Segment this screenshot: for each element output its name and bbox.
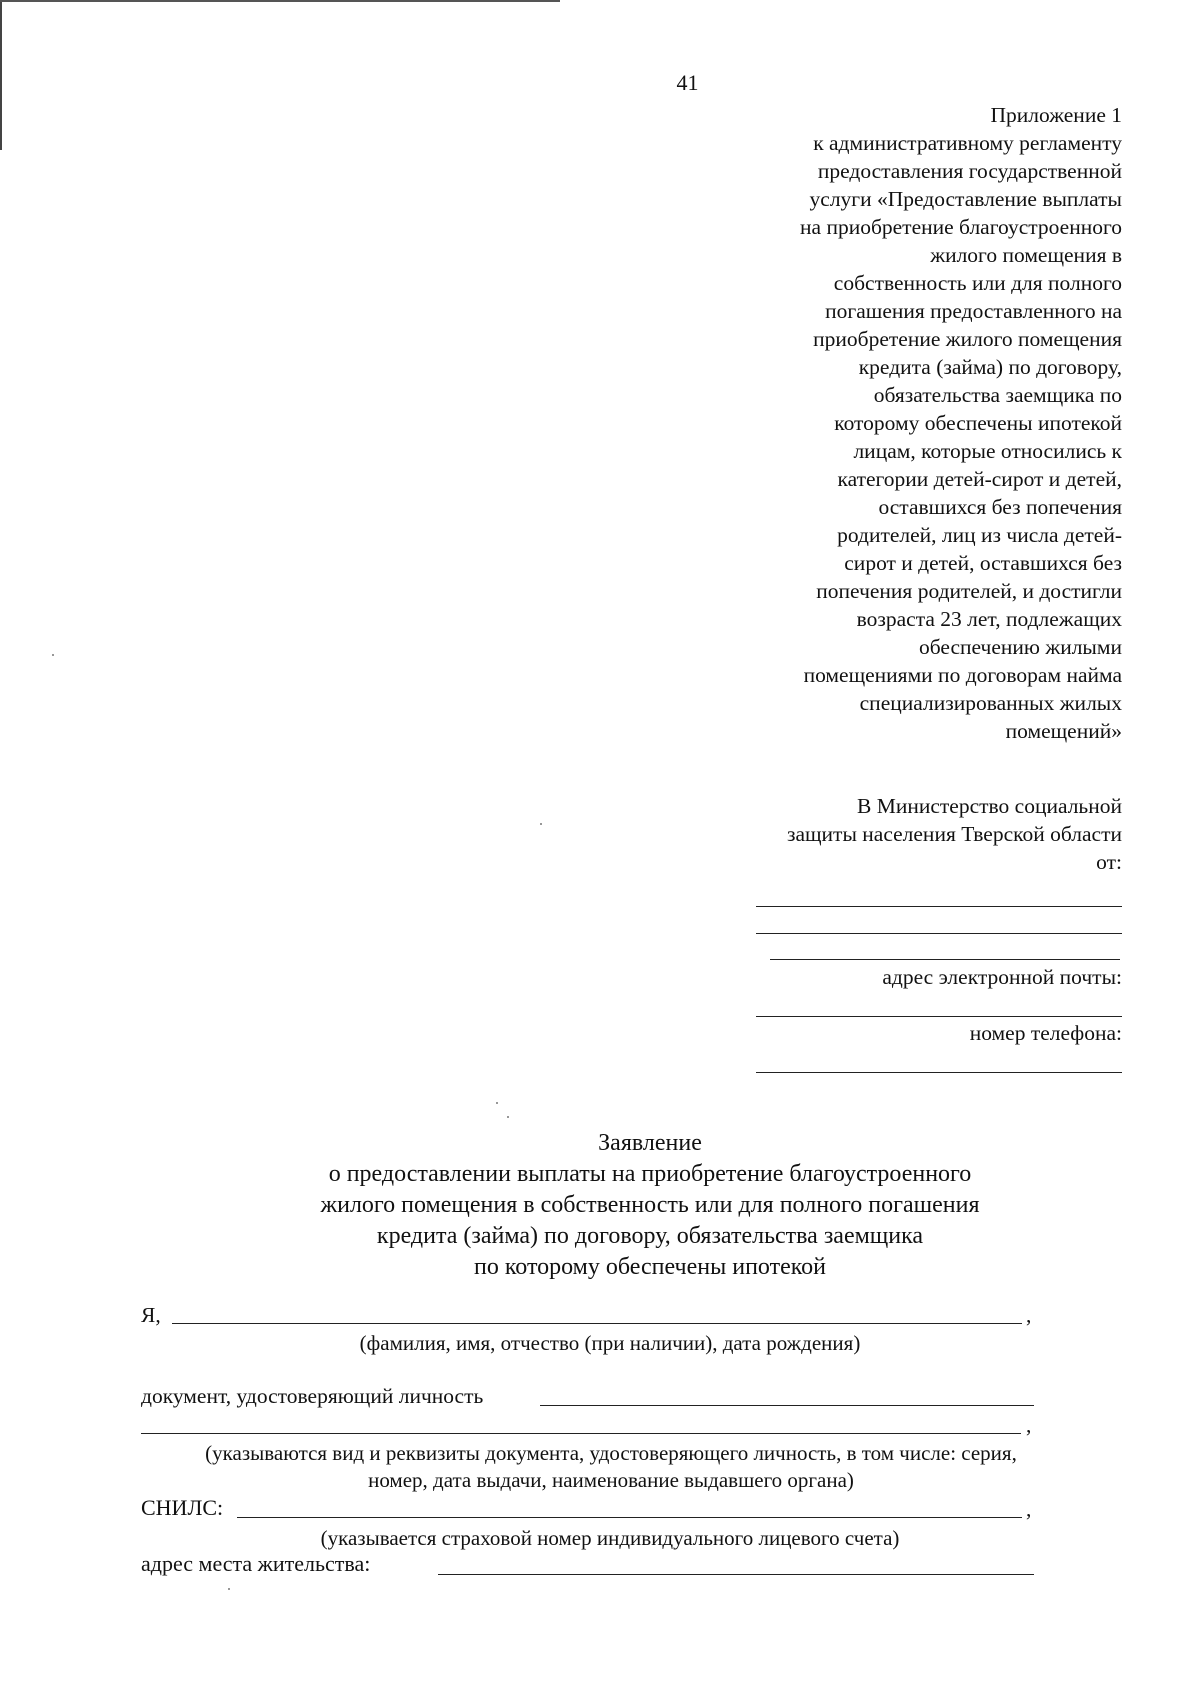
- id-document-field-continued[interactable]: [141, 1433, 1021, 1434]
- title-line: о предоставлении выплаты на приобретение благоустроенного: [328, 1161, 972, 1187]
- annex-line: категории детей-сирот и детей,: [837, 467, 1122, 491]
- title-line: по которому обеспечены ипотекой: [473, 1254, 827, 1280]
- annex-line: предоставления государственной: [817, 159, 1122, 183]
- applicant-line[interactable]: [770, 959, 1120, 960]
- phone-label: номер телефона:: [969, 1021, 1122, 1045]
- annex-line: кредита (займа) по договору,: [858, 355, 1122, 379]
- applicant-line[interactable]: [756, 933, 1122, 934]
- annex-line: приобретение жилого помещения: [813, 327, 1122, 351]
- recipient-line: от:: [1096, 850, 1122, 874]
- i-label: Я,: [141, 1303, 161, 1327]
- scan-speck: [540, 823, 542, 825]
- name-caption: (фамилия, имя, отчество (при наличии), дата рождения): [359, 1331, 861, 1355]
- title-heading: Заявление: [598, 1130, 702, 1156]
- annex-line: специализированных жилых: [859, 691, 1122, 715]
- annex-block: [702, 101, 1122, 745]
- annex-line: погашения предоставленного на: [825, 299, 1122, 323]
- annex-line: возраста 23 лет, подлежащих: [856, 607, 1122, 631]
- annex-line: услуги «Предоставление выплаты: [809, 187, 1122, 211]
- scan-speck: [228, 1588, 230, 1590]
- comma: ,: [1026, 1413, 1032, 1437]
- scan-speck: [52, 654, 54, 656]
- scan-speck: [496, 1102, 498, 1104]
- annex-line: к административному регламенту: [813, 131, 1122, 155]
- annex-line: родителей, лиц из числа детей-: [837, 523, 1122, 547]
- annex-line: лицам, которые относились к: [853, 439, 1122, 463]
- comma: ,: [1026, 1497, 1032, 1521]
- annex-line: Приложение 1: [990, 103, 1122, 127]
- annex-line: которому обеспечены ипотекой: [834, 411, 1122, 435]
- annex-line: на приобретение благоустроенного: [800, 215, 1122, 239]
- id-document-caption: (указываются вид и реквизиты документа, удостоверяющего личность, в том числе: серия,: [205, 1441, 1017, 1465]
- scan-edge: [0, 0, 560, 2]
- email-label: адрес электронной почты:: [882, 965, 1122, 989]
- comma: ,: [1026, 1303, 1032, 1327]
- email-field[interactable]: [756, 1016, 1122, 1017]
- address-label: адрес места жительства:: [141, 1551, 371, 1576]
- applicant-line[interactable]: [756, 906, 1122, 907]
- snils-caption: (указывается страховой номер индивидуального лицевого счета): [320, 1526, 900, 1550]
- snils-field[interactable]: [237, 1517, 1022, 1518]
- annex-line: попечения родителей, и достигли: [816, 579, 1122, 603]
- scan-speck: [507, 1116, 509, 1118]
- annex-line: сирот и детей, оставшихся без: [844, 551, 1122, 575]
- id-document-field[interactable]: [540, 1405, 1034, 1406]
- address-field[interactable]: [438, 1574, 1034, 1575]
- id-document-caption: номер, дата выдачи, наименование выдавшего органа): [368, 1468, 854, 1492]
- phone-field[interactable]: [756, 1072, 1122, 1073]
- snils-label: СНИЛС:: [141, 1495, 224, 1520]
- application-title: [60, 1128, 1200, 1283]
- annex-line: обеспечению жилыми: [919, 635, 1122, 659]
- recipient-line: защиты населения Тверской области: [786, 822, 1122, 846]
- name-field[interactable]: [172, 1323, 1022, 1324]
- recipient-line: В Министерство социальной: [857, 794, 1122, 818]
- recipient-block: [702, 792, 1122, 876]
- annex-line: обязательства заемщика по: [873, 383, 1122, 407]
- id-document-label: документ, удостоверяющий личность: [141, 1384, 484, 1408]
- annex-line: жилого помещения в: [930, 243, 1122, 267]
- annex-line: собственность или для полного: [833, 271, 1122, 295]
- annex-line: помещений»: [1005, 719, 1122, 743]
- title-line: жилого помещения в собственность или для полного погашения: [320, 1192, 980, 1218]
- title-line: кредита (займа) по договору, обязательства заемщика: [376, 1223, 924, 1249]
- annex-line: помещениями по договорам найма: [803, 663, 1122, 687]
- page-number: 41: [676, 70, 699, 95]
- annex-line: оставшихся без попечения: [878, 495, 1122, 519]
